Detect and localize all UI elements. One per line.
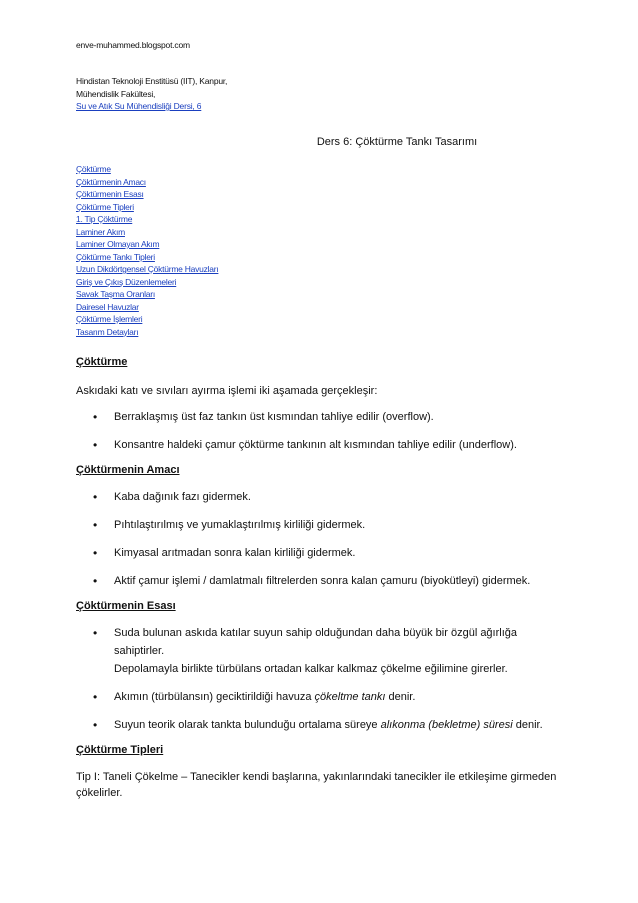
toc-link[interactable]: Çöktürmenin Amacı bbox=[76, 176, 146, 187]
table-of-contents bbox=[76, 163, 218, 338]
list-item: • Berraklaşmış üst faz tankın üst kısmından tahliye edilir (overflow). bbox=[76, 408, 566, 426]
toc-link[interactable]: Laminer Akım bbox=[76, 226, 125, 237]
list-item: • Aktif çamur işlemi / damlatmalı filtrelerden sonra kalan çamuru (biyokütleyi) gidermek. bbox=[76, 572, 566, 590]
paragraph: Askıdaki katı ve sıvıları ayırma işlemi iki aşamada gerçekleşir: bbox=[76, 385, 378, 397]
paragraph-line: Tip I: Taneli Çökelme – Tanecikler kendi başlarına, yakınlarındaki tanecikler ile etkileşime girmeden bbox=[76, 771, 557, 783]
toc-link[interactable]: Dairesel Havuzlar bbox=[76, 301, 139, 312]
list-item bbox=[76, 688, 566, 706]
text: denir. bbox=[385, 691, 416, 703]
list-item bbox=[76, 624, 566, 678]
list-item-line: Depolamayla birlikte türbülans ortadan kalkar kalkmaz çökelme eğilimine girerler. bbox=[114, 663, 508, 675]
institution-name: Hindistan Teknoloji Enstitüsü (IIT), Kanpur, bbox=[76, 76, 228, 86]
text: Akımın (türbülansın) geciktirildiği havuza bbox=[114, 691, 315, 703]
toc-link[interactable]: Çöktürmenin Esası bbox=[76, 189, 144, 199]
toc-link[interactable]: Tasarım Detayları bbox=[76, 326, 139, 337]
course-link[interactable]: Su ve Atık Su Mühendisliği Dersi, 6 bbox=[76, 101, 202, 111]
toc-link[interactable]: Savak Taşma Oranları bbox=[76, 289, 155, 299]
toc-link[interactable]: Çöktürme Tipleri bbox=[76, 201, 134, 212]
section-heading-tipler: Çöktürme Tipleri bbox=[76, 744, 164, 756]
toc-link[interactable]: Çöktürme bbox=[76, 164, 111, 174]
paragraph-line: çökelirler. bbox=[76, 787, 123, 799]
toc-link[interactable]: Uzun Dikdörtgensel Çöktürme Havuzları bbox=[76, 264, 219, 274]
list-item: • Kaba dağınık fazı gidermek. bbox=[76, 488, 566, 506]
toc-link[interactable]: 1. Tip Çöktürme bbox=[76, 214, 133, 224]
emphasized-term: çökeltme tankı bbox=[314, 691, 386, 703]
toc-link[interactable]: Çöktürme Tankı Tipleri bbox=[76, 251, 155, 262]
text: denir. bbox=[512, 719, 543, 731]
list-item bbox=[76, 716, 566, 734]
section-heading-esas: Çöktürmenin Esası bbox=[76, 600, 176, 612]
list-item: • Kimyasal arıtmadan sonra kalan kirliliği gidermek. bbox=[76, 544, 566, 562]
section-heading-coktürme: Çöktürme bbox=[76, 356, 128, 368]
main-content bbox=[76, 355, 566, 801]
toc-link[interactable]: Çöktürme İşlemleri bbox=[76, 314, 143, 324]
toc-link[interactable]: Giriş ve Çıkış Düzenlemeleri bbox=[76, 276, 177, 287]
institution-block bbox=[76, 75, 227, 113]
text: Suyun teorik olarak tankta bulunduğu ortalama süreye bbox=[114, 719, 381, 731]
faculty-name: Mühendislik Fakültesi, bbox=[76, 88, 156, 99]
list-item: • Pıhtılaştırılmış ve yumaklaştırılmış kirliliği gidermek. bbox=[76, 516, 566, 534]
list-item: • Konsantre haldeki çamur çöktürme tankının alt kısmından tahliye edilir (underflow). bbox=[76, 436, 566, 454]
toc-link[interactable]: Laminer Olmayan Akım bbox=[76, 239, 160, 249]
list-item-line: • Suda bulunan askıda katılar suyun sahip olduğundan daha büyük bir özgül ağırlığa sahiptirler. bbox=[114, 627, 518, 657]
section-heading-amac: Çöktürmenin Amacı bbox=[76, 464, 180, 476]
site-url: enve-muhammed.blogspot.com bbox=[76, 40, 190, 50]
document-title: Ders 6: Çöktürme Tankı Tasarımı bbox=[316, 136, 478, 148]
emphasized-term: alıkonma (bekletme) süresi bbox=[380, 719, 513, 731]
